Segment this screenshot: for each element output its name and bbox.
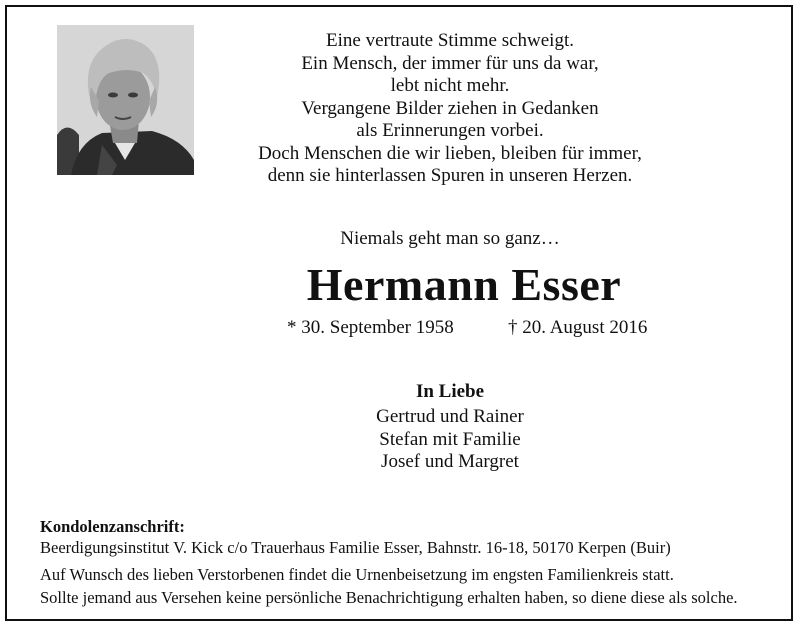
note-line: Sollte jemand aus Versehen keine persönliche Benachrichtigung erhalten haben, so diene diese als solche. — [40, 588, 738, 607]
mourners-list — [230, 406, 670, 474]
note-line: Auf Wunsch des lieben Verstorbenen findet die Urnenbeisetzung im engsten Familienkreis statt. — [40, 565, 674, 584]
poem-line: Ein Mensch, der immer für uns da war, — [301, 52, 599, 74]
poem-line: Eine vertraute Stimme schweigt. — [326, 30, 574, 51]
mourner-line: Stefan mit Familie — [379, 428, 521, 450]
mourner-line: Gertrud und Rainer — [376, 406, 524, 427]
condolence-address: Beerdigungsinstitut V. Kick c/o Trauerhaus Familie Esser, Bahnstr. 16-18, 50170 Kerpen (Buir) — [40, 538, 671, 557]
poem-line: lebt nicht mehr. — [390, 75, 510, 96]
poem — [230, 30, 670, 188]
notes-block — [40, 563, 780, 609]
poem-line: als Erinnerungen vorbei. — [356, 120, 544, 141]
poem-line: Vergangene Bilder ziehen in Gedanken — [301, 97, 599, 119]
deceased-name: Hermann Esser — [306, 259, 622, 310]
in-love-heading: In Liebe — [415, 381, 485, 402]
death-date: † 20. August 2016 — [508, 317, 648, 338]
mourner-line: Josef und Margret — [381, 451, 519, 472]
birth-date: * 30. September 1958 — [287, 317, 454, 338]
condolence-label: Kondolenzanschrift: — [40, 517, 185, 536]
poem-line: denn sie hinterlassen Spuren in unseren Herzen. — [267, 165, 633, 186]
intro-text: Niemals geht man so ganz… — [340, 228, 560, 249]
portrait-photo — [57, 25, 194, 175]
condolence-address-block — [40, 516, 780, 558]
poem-line: Doch Menschen die wir lieben, bleiben für immer, — [258, 142, 642, 164]
